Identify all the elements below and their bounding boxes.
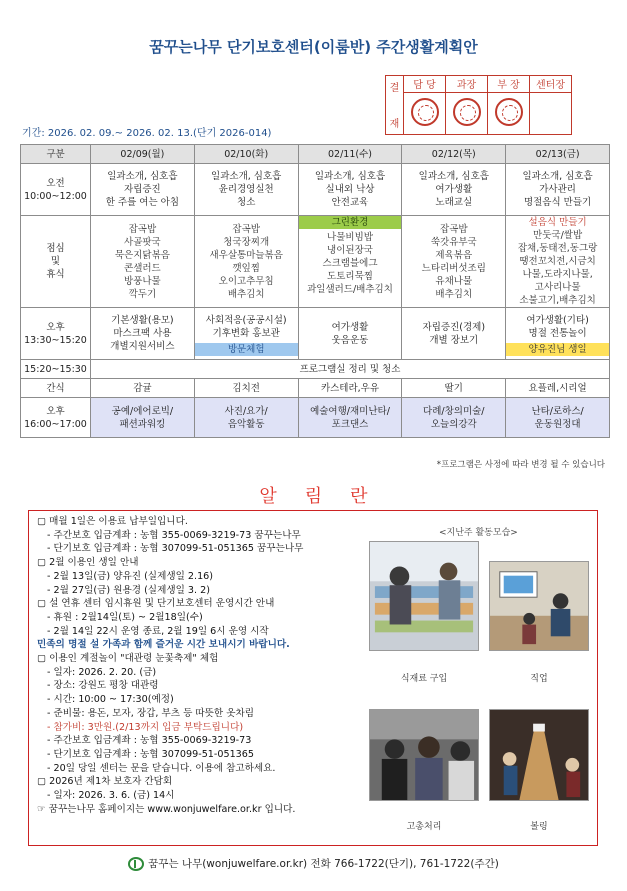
row-label-lunch: 점심 및 휴식 bbox=[21, 216, 91, 308]
schedule-period: 기간: 2026. 02. 09.~ 2026. 02. 13.(단기 2026-014) bbox=[22, 128, 272, 139]
late-cell-wed: 예술여행/재미난타/ 포크댄스 bbox=[298, 398, 402, 438]
notice-line: - 시간: 10:00 ~ 17:30(예정) bbox=[47, 694, 174, 706]
photo-job bbox=[489, 561, 589, 651]
late-cell-mon: 공예/에어로빅/ 패션과워킹 bbox=[91, 398, 195, 438]
notice-line: - 주간보호 입금계좌 : 농협 355-0069-3219-73 bbox=[47, 735, 252, 747]
caption-job: 직업 bbox=[530, 674, 548, 684]
notice-line: - 장소: 강원도 평창 대관령 bbox=[47, 680, 159, 692]
lunch-menu-wed: 그린환경 나물비빔밥 냉이된장국 스크램블에그 도토리묵찜 과일샐러드/배추김치 bbox=[298, 216, 402, 308]
approval-stamp bbox=[446, 92, 488, 134]
notice-heading: 알림란 bbox=[259, 486, 396, 507]
row-label-morning: 오전 10:00~12:00 bbox=[21, 164, 91, 216]
notice-line: - 2월 14일 22시 운영 종료, 2월 19일 6시 운영 시작 bbox=[47, 625, 269, 637]
notice-line: - 2월 13일(금) 양유진 (실제생일 2.16) bbox=[47, 570, 214, 582]
notice-line: - 일자: 2026. 2. 20. (금) bbox=[47, 666, 157, 678]
morning-cell-tue: 일과소개, 심호흡 윤리경영실천 청소 bbox=[194, 164, 298, 216]
notice-line: - 20일 당일 센터는 문을 닫습니다. 이용에 참고하세요. bbox=[47, 762, 276, 774]
notice-line: ▢ 2월 이용인 생일 안내 bbox=[37, 557, 139, 569]
approval-side-label: 결 재 bbox=[386, 76, 404, 135]
seal-icon bbox=[453, 98, 481, 126]
notice-line: 민족의 명절 설 가족과 함께 즐거운 시간 보내시기 바랍니다. bbox=[37, 639, 290, 651]
morning-cell-mon: 일과소개, 심호흡 자립증진 한 주를 여는 아침 bbox=[91, 164, 195, 216]
seal-icon bbox=[495, 98, 523, 126]
notice-line: - 2월 27일(금) 원용경 (실제생일 3. 2) bbox=[47, 584, 210, 596]
birthday-badge: 양유진님 생일 bbox=[506, 343, 609, 356]
notice-line: - 주간보호 입금계좌 : 농협 355-0069-3219-73 꿈꾸는나무 bbox=[47, 529, 301, 541]
lunch-menu-mon: 잡곡밥 사골팟국 묵은지닭볶음 콘샐러드 방풍나물 깍두기 bbox=[91, 216, 195, 308]
photo-bowling bbox=[489, 709, 589, 801]
col-header: 02/13(금) bbox=[506, 145, 610, 164]
notice-text bbox=[37, 515, 387, 816]
row-label-cleanup: 15:20~15:30 bbox=[21, 360, 91, 379]
lunch-menu-thu: 잡곡밥 쑥갓유부국 제육볶음 느타리버섯조림 유채나물 배추김치 bbox=[402, 216, 506, 308]
approval-role: 센터장 bbox=[530, 76, 572, 93]
schedule-note: *프로그램은 사정에 따라 변경 될 수 있습니다 bbox=[436, 460, 605, 470]
page-title: 꿈꾸는나무 단기보호센터(이룸반) 주간생활계획안 bbox=[149, 38, 478, 56]
photos-title: <지난주 활동모습> bbox=[439, 528, 518, 538]
notice-line: ▢ 이용인 계절놀이 "대관령 눈꽃축제" 체험 bbox=[37, 653, 219, 665]
green-environment-badge: 그린환경 bbox=[299, 216, 402, 229]
afternoon-cell-thu: 자립증진(경제) 개별 장보기 bbox=[402, 308, 506, 360]
late-cell-thu: 다례/창의미술/ 오늘의강각 bbox=[402, 398, 506, 438]
snack-cell-wed: 카스테라,우유 bbox=[298, 379, 402, 398]
cleanup-cell: 프로그램실 정리 및 청소 bbox=[91, 360, 610, 379]
lunch-menu-fri: 설음식 만들기 만둣국/쌀밥 잡채,동태전,동그랑 땡전꼬치전,시금치 나물,도라지나물, 고사리나물 소불고기,배추김치 bbox=[506, 216, 610, 308]
caption-grocery: 식재료 구입 bbox=[400, 674, 448, 684]
col-header: 구분 bbox=[21, 145, 91, 164]
notice-line: - 단기보호 입금계좌 : 농협 307099-51-051365 꿈꾸는나무 bbox=[47, 543, 304, 555]
approval-stamp bbox=[488, 92, 530, 134]
snack-cell-fri: 요플레,시리얼 bbox=[506, 379, 610, 398]
seal-icon bbox=[411, 98, 439, 126]
morning-cell-fri: 일과소개, 심호흡 가사관리 명절음식 만들기 bbox=[506, 164, 610, 216]
notice-line: - 준비물: 용돈, 모자, 장갑, 부츠 등 따뜻한 옷차림 bbox=[47, 707, 255, 719]
late-cell-fri: 난타/로하스/ 운동원정대 bbox=[506, 398, 610, 438]
notice-line: ▢ 2026년 제1차 보호자 간담회 bbox=[37, 776, 173, 788]
col-header: 02/09(월) bbox=[91, 145, 195, 164]
snack-cell-thu: 딸기 bbox=[402, 379, 506, 398]
holiday-cooking-label: 설음식 만들기 bbox=[528, 217, 587, 228]
afternoon-cell-mon: 기본생활(용모) 마스크팩 사용 개별지원서비스 bbox=[91, 308, 195, 360]
row-label-afternoon: 오후 13:30~15:20 bbox=[21, 308, 91, 360]
approval-role: 과장 bbox=[446, 76, 488, 93]
footer bbox=[0, 856, 627, 871]
notice-line: ▢ 매월 1일은 이용료 납부일입니다. bbox=[37, 516, 188, 527]
col-header: 02/11(수) bbox=[298, 145, 402, 164]
afternoon-cell-wed: 여가생활 웃음운동 bbox=[298, 308, 402, 360]
morning-cell-wed: 일과소개, 심호흡 실내외 낙상 안전교육 bbox=[298, 164, 402, 216]
photo-grocery bbox=[369, 541, 479, 651]
morning-cell-thu: 일과소개, 심호흡 여가생활 노래교실 bbox=[402, 164, 506, 216]
approval-role: 담 당 bbox=[404, 76, 446, 93]
notice-line: - 참가비: 3만원.(2/13까지 입금 부탁드립니다) bbox=[47, 721, 244, 733]
snack-cell-tue: 김치전 bbox=[194, 379, 298, 398]
afternoon-cell-tue: 사회적응(공공시설) 기후변화 홍보관 방문체험 bbox=[194, 308, 298, 360]
notice-box bbox=[28, 510, 598, 846]
visit-experience-badge: 방문체험 bbox=[195, 343, 298, 356]
caption-bowling: 볼링 bbox=[530, 822, 548, 832]
caption-highschool: 고총처리 bbox=[406, 822, 442, 832]
tree-logo-icon bbox=[128, 857, 144, 871]
notice-line: - 단기보호 입금계좌 : 농협 307099-51-051365 bbox=[47, 748, 254, 760]
snack-cell-mon: 감귤 bbox=[91, 379, 195, 398]
photo-highschool bbox=[369, 709, 479, 801]
col-header: 02/12(목) bbox=[402, 145, 506, 164]
row-label-snack: 간식 bbox=[21, 379, 91, 398]
afternoon-cell-fri: 여가생활(기타) 명절 전통놀이 양유진님 생일 bbox=[506, 308, 610, 360]
approval-stamp bbox=[530, 92, 572, 134]
notice-line: ▢ 설 연휴 센터 임시휴원 및 단기보호센터 운영시간 안내 bbox=[37, 598, 275, 610]
approval-table bbox=[385, 75, 572, 135]
late-cell-tue: 사진/요가/ 음악활동 bbox=[194, 398, 298, 438]
notice-line: ☞ 꿈꾸는나무 홈페이지는 www.wonjuwelfare.or.kr 입니다. bbox=[37, 803, 296, 815]
approval-stamp bbox=[404, 92, 446, 134]
col-header: 02/10(화) bbox=[194, 145, 298, 164]
footer-text: 꿈꾸는 나무(wonjuwelfare.or.kr) 전화 766-1722(단기), 761-1722(주간) bbox=[148, 858, 499, 870]
notice-line: - 일자: 2026. 3. 6. (금) 14시 bbox=[47, 790, 175, 802]
weekly-schedule-table bbox=[20, 144, 610, 438]
lunch-menu-tue: 잡곡밥 청국장찌개 새우살통마늘볶음 깻잎찜 오이고추무침 배추김치 bbox=[194, 216, 298, 308]
row-label-late-afternoon: 오후 16:00~17:00 bbox=[21, 398, 91, 438]
notice-line: - 휴원 : 2월14일(토) ~ 2월18일(수) bbox=[47, 611, 203, 623]
approval-role: 부 장 bbox=[488, 76, 530, 93]
